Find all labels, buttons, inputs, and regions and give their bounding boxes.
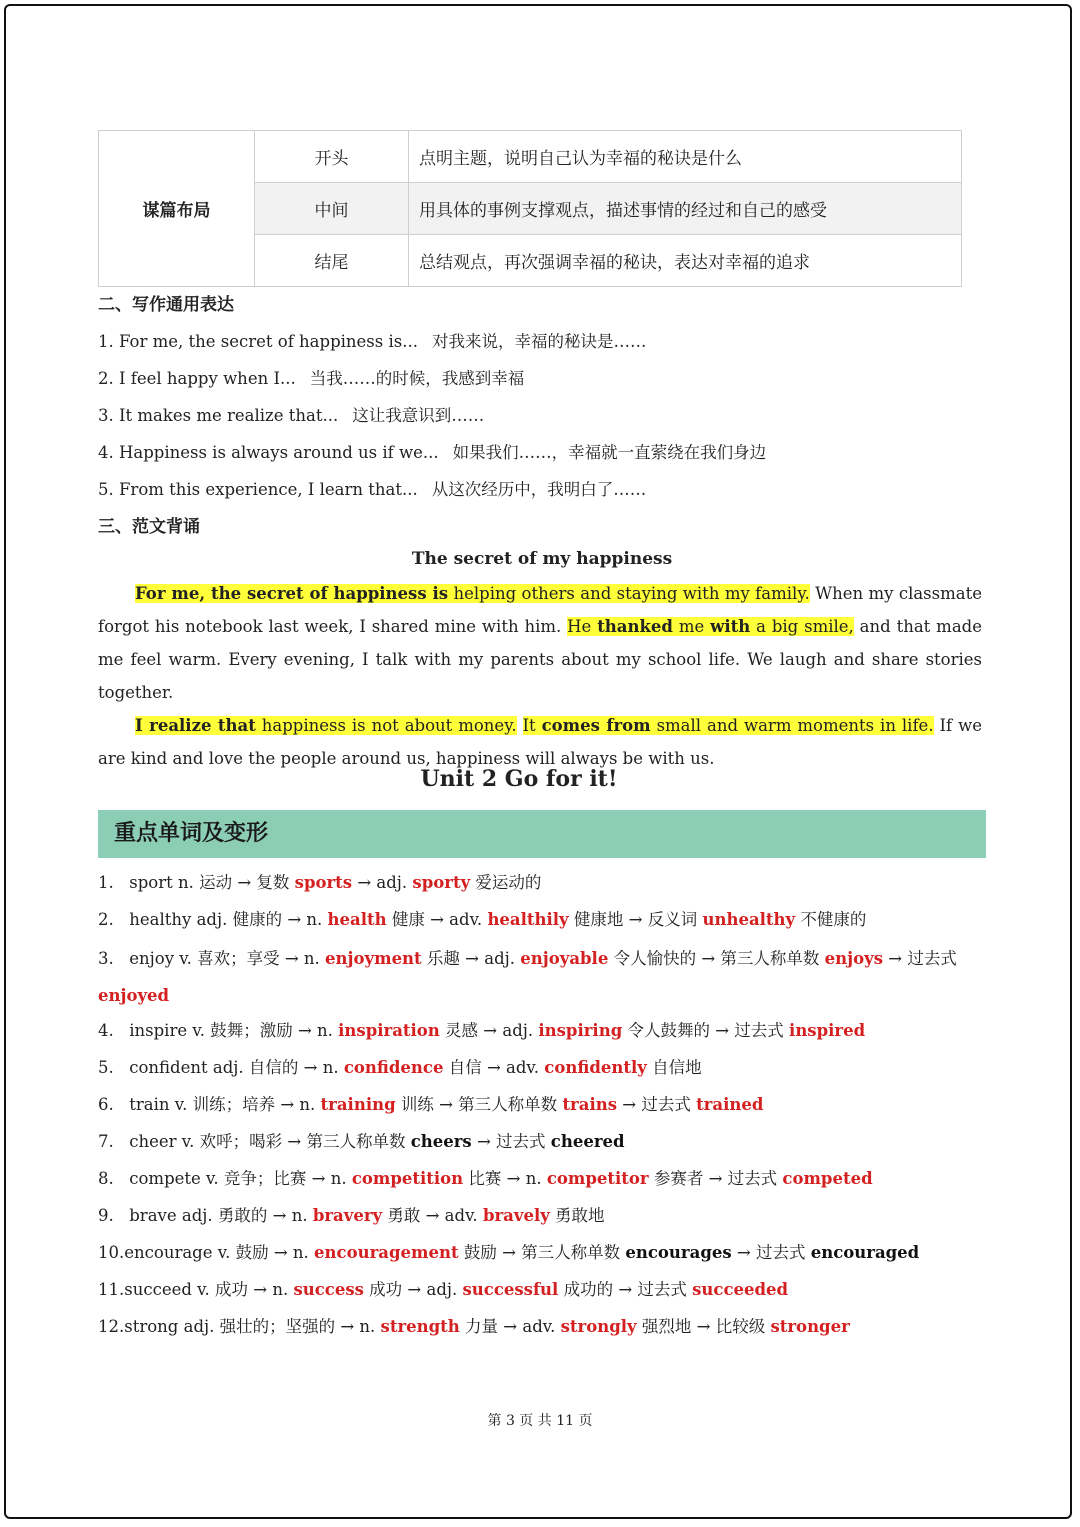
- essay-title: The secret of my happiness: [411, 549, 673, 569]
- key-phrase: comes from: [541, 716, 651, 735]
- item-number: 6.: [98, 1095, 114, 1114]
- vocab-text: encourage v. 鼓励 → n.: [124, 1243, 315, 1262]
- essay-text: and that made me feel warm. Every evening, I talk with my parents about my school life. We laugh and share stories together.: [98, 617, 982, 702]
- vocab-text: compete v. 竞争；比赛 → n.: [129, 1169, 352, 1188]
- vocab-form: encourages: [625, 1243, 732, 1262]
- layout-row-desc: 总结观点，再次强调幸福的秘诀，表达对幸福的追求: [409, 235, 962, 287]
- essay-text: small and warm moments in life.: [650, 716, 934, 735]
- vocab-item: [98, 940, 986, 1014]
- vocab-form: inspiring: [538, 1021, 623, 1040]
- vocab-form: trains: [562, 1095, 617, 1114]
- item-number: 10.: [98, 1243, 125, 1262]
- essay-text: If we are kind and love the people around us, happiness will always be with us.: [98, 716, 982, 768]
- vocab-form: strength: [380, 1317, 460, 1336]
- essay-text: He: [567, 617, 598, 636]
- expression-en: 3. It makes me realize that...: [98, 406, 339, 425]
- vocab-text: confident adj. 自信的 → n.: [129, 1058, 344, 1077]
- item-number: 4.: [98, 1021, 114, 1040]
- vocab-form: training: [320, 1095, 396, 1114]
- vocab-text: 训练 → 第三人称单数: [395, 1095, 563, 1114]
- vocab-text: enjoy v. 喜欢；享受 → n.: [129, 949, 326, 968]
- key-phrase: thanked: [597, 617, 673, 636]
- vocab-text: 健康 → adv.: [386, 910, 488, 929]
- expression-item: [98, 402, 484, 426]
- expression-item: [98, 365, 524, 389]
- section-3-title: 三、范文背诵: [98, 517, 200, 537]
- vocab-form: enjoyed: [98, 986, 170, 1005]
- vocab-text: strong adj. 强壮的；坚强的 → n.: [124, 1317, 381, 1336]
- expression-zh: 对我来说，幸福的秘诀是……: [431, 332, 647, 351]
- vocab-item: [98, 1125, 986, 1162]
- unit-title: Unit 2 Go for it!: [420, 766, 618, 792]
- vocab-form: trained: [696, 1095, 764, 1114]
- expression-item: [98, 476, 646, 500]
- expression-en: 5. From this experience, I learn that...: [98, 480, 418, 499]
- vocab-text: 乐趣 → adj.: [421, 949, 521, 968]
- essay-paragraph-1: [98, 577, 982, 709]
- item-number: 8.: [98, 1169, 114, 1188]
- vocab-form: confidently: [544, 1058, 647, 1077]
- essay-text: a big smile,: [750, 617, 854, 636]
- key-phrase: For me, the secret of happiness is: [135, 584, 449, 603]
- vocab-form: stronger: [770, 1317, 850, 1336]
- vocab-form: competitor: [546, 1169, 649, 1188]
- vocab-text: → 过去式: [883, 949, 957, 968]
- vocab-form: encouraged: [810, 1243, 920, 1262]
- vocab-form: succeeded: [692, 1280, 789, 1299]
- expression-en: 2. I feel happy when I...: [98, 369, 296, 388]
- item-number: 9.: [98, 1206, 114, 1225]
- vocab-form: enjoyment: [325, 949, 422, 968]
- vocab-form: bravely: [482, 1206, 550, 1225]
- vocab-text: 勇敢地: [549, 1206, 605, 1225]
- expression-zh: 如果我们……，幸福就一直萦绕在我们身边: [452, 443, 767, 462]
- vocab-form: health: [327, 910, 387, 929]
- item-number: 5.: [98, 1058, 114, 1077]
- essay-text: happiness is not about money.: [255, 716, 517, 735]
- vocab-text: 力量 → adv.: [459, 1317, 561, 1336]
- vocab-item: [98, 1088, 986, 1125]
- vocab-form: unhealthy: [702, 910, 796, 929]
- vocab-text: 不健康的: [795, 910, 867, 929]
- expression-en: 4. Happiness is always around us if we...: [98, 443, 439, 462]
- vocab-item: [98, 1310, 986, 1347]
- vocab-text: sport n. 运动 → 复数: [129, 873, 295, 892]
- vocab-text: inspire v. 鼓舞；激励 → n.: [129, 1021, 339, 1040]
- vocab-form: cheered: [550, 1132, 625, 1151]
- vocab-text: succeed v. 成功 → n.: [124, 1280, 294, 1299]
- vocab-list: [98, 866, 986, 1347]
- expression-zh: 当我……的时候，我感到幸福: [309, 369, 525, 388]
- item-number: 7.: [98, 1132, 114, 1151]
- layout-row-label: 中间: [255, 183, 409, 235]
- expression-zh: 从这次经历中，我明白了……: [431, 480, 647, 499]
- vocab-text: → 过去式: [471, 1132, 551, 1151]
- key-phrase: I realize that: [135, 716, 256, 735]
- vocab-text: 参赛者 → 过去式: [648, 1169, 783, 1188]
- highlight: [135, 716, 517, 735]
- vocab-form: inspired: [789, 1021, 866, 1040]
- layout-table-header: 谋篇布局: [99, 131, 255, 287]
- vocab-text: 勇敢 → adv.: [382, 1206, 483, 1225]
- vocab-form: encouragement: [314, 1243, 459, 1262]
- vocab-text: → 过去式: [617, 1095, 697, 1114]
- vocab-form: strongly: [560, 1317, 637, 1336]
- vocab-text: 爱运动的: [470, 873, 542, 892]
- highlight: [567, 617, 854, 636]
- model-essay: [98, 577, 982, 775]
- vocab-text: 成功 → adj.: [363, 1280, 463, 1299]
- highlight: [135, 584, 810, 603]
- key-phrase: with: [710, 617, 751, 636]
- layout-row-desc: 点明主题，说明自己认为幸福的秘诀是什么: [409, 131, 962, 183]
- vocab-text: 自信 → adv.: [443, 1058, 545, 1077]
- vocab-text: 令人鼓舞的 → 过去式: [622, 1021, 790, 1040]
- vocab-text: → adj.: [352, 873, 413, 892]
- vocab-text: 灵感 → adj.: [439, 1021, 539, 1040]
- page-number: 第 3 页 共 11 页: [487, 1413, 593, 1429]
- vocab-item: [98, 1162, 986, 1199]
- vocab-text: brave adj. 勇敢的 → n.: [129, 1206, 313, 1225]
- essay-text: helping others and staying with my family.: [448, 584, 810, 603]
- expression-item: [98, 439, 766, 463]
- vocab-item: [98, 1199, 986, 1236]
- expression-zh: 这让我意识到……: [352, 406, 485, 425]
- section-2-title: 二、写作通用表达: [98, 295, 234, 315]
- vocab-text: 令人愉快的 → 第三人称单数: [608, 949, 825, 968]
- vocab-item: [98, 903, 986, 940]
- layout-table: [98, 130, 962, 287]
- vocab-text: 成功的 → 过去式: [558, 1280, 693, 1299]
- vocab-form: competed: [782, 1169, 873, 1188]
- vocab-form: enjoyable: [520, 949, 609, 968]
- vocab-form: success: [293, 1280, 364, 1299]
- highlight: [523, 716, 934, 735]
- item-number: 11.: [98, 1280, 125, 1299]
- vocab-text: → 过去式: [731, 1243, 811, 1262]
- vocab-form: healthily: [487, 910, 569, 929]
- vocab-form: sporty: [412, 873, 471, 892]
- vocab-item: [98, 1273, 986, 1310]
- vocab-text: 强烈地 → 比较级: [636, 1317, 771, 1336]
- vocab-text: 自信地: [646, 1058, 702, 1077]
- vocab-item: [98, 1051, 986, 1088]
- item-number: 12.: [98, 1317, 125, 1336]
- vocab-form: confidence: [343, 1058, 444, 1077]
- expression-en: 1. For me, the secret of happiness is...: [98, 332, 418, 351]
- essay-text: me: [672, 617, 711, 636]
- vocab-text: 比赛 → n.: [463, 1169, 547, 1188]
- vocab-form: bravery: [312, 1206, 383, 1225]
- vocab-form: successful: [462, 1280, 559, 1299]
- layout-row-label: 结尾: [255, 235, 409, 287]
- essay-text: When my classmate forgot his notebook last week, I shared mine with him.: [98, 584, 983, 636]
- layout-row-label: 开头: [255, 131, 409, 183]
- vocab-text: 鼓励 → 第三人称单数: [458, 1243, 626, 1262]
- vocab-section-header: 重点单词及变形: [98, 810, 986, 858]
- vocab-text: healthy adj. 健康的 → n.: [129, 910, 328, 929]
- vocab-item: [98, 1236, 986, 1273]
- vocab-form: enjoys: [824, 949, 883, 968]
- vocab-form: inspiration: [338, 1021, 440, 1040]
- vocab-text: train v. 训练；培养 → n.: [129, 1095, 321, 1114]
- expression-item: [98, 328, 646, 352]
- essay-text: It: [522, 716, 542, 735]
- vocab-form: sports: [294, 873, 353, 892]
- vocab-item: [98, 1014, 986, 1051]
- vocab-form: cheers: [410, 1132, 472, 1151]
- layout-row-desc: 用具体的事例支撑观点，描述事情的经过和自己的感受: [409, 183, 962, 235]
- item-number: 3.: [98, 949, 114, 968]
- vocab-item: [98, 866, 986, 903]
- item-number: 1.: [98, 873, 114, 892]
- vocab-text: cheer v. 欢呼；喝彩 → 第三人称单数: [129, 1132, 411, 1151]
- item-number: 2.: [98, 910, 114, 929]
- vocab-form: competition: [351, 1169, 464, 1188]
- vocab-text: 健康地 → 反义词: [568, 910, 703, 929]
